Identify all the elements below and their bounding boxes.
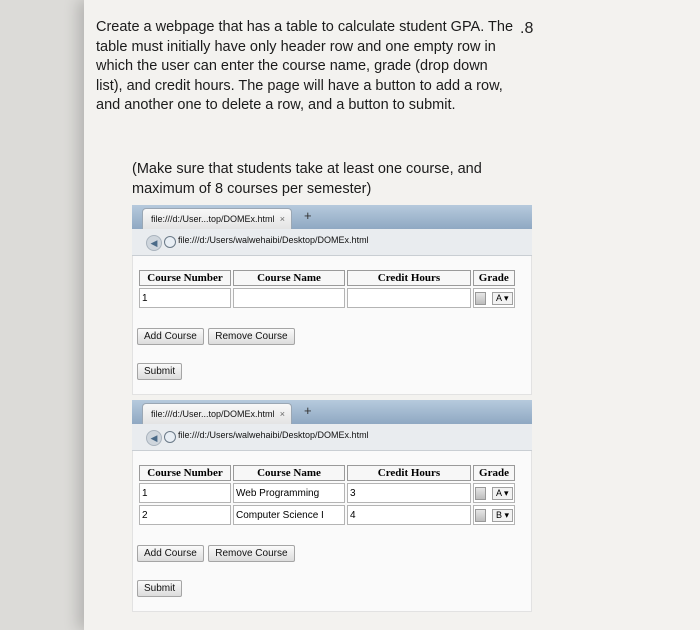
grade-cell xyxy=(473,288,515,308)
new-tab-icon[interactable]: + xyxy=(304,208,312,223)
header-credit-hours: Credit Hours xyxy=(347,270,471,286)
url-field[interactable]: file:///d:/Users/walwehaibi/Desktop/DOMEx.html xyxy=(178,430,369,440)
table-row xyxy=(139,483,515,503)
credit-hours-input[interactable] xyxy=(347,288,471,308)
back-arrow-icon[interactable]: ◀ xyxy=(146,235,162,251)
course-number-input[interactable]: 2 xyxy=(139,505,231,525)
header-course-number: Course Number xyxy=(139,465,231,481)
tab-title: file:///d:/User...top/DOMEx.html xyxy=(151,214,275,224)
course-name-input[interactable]: Computer Science I xyxy=(233,505,345,525)
submit-button[interactable]: Submit xyxy=(137,363,182,380)
browser-tab[interactable] xyxy=(142,208,292,229)
tab-title: file:///d:/User...top/DOMEx.html xyxy=(151,409,275,419)
grade-value: A xyxy=(496,487,502,498)
globe-icon xyxy=(164,431,176,443)
header-row xyxy=(139,465,515,481)
globe-icon xyxy=(164,236,176,248)
question-text: Create a webpage that has a table to calculate student GPA. The table must initially have only header row and one empty row in which the user can enter the course name, grade (drop down list), and credit hours. The page will have a button to add a row, and another one to delete a row, and a button to submit. xyxy=(96,19,514,113)
course-name-input[interactable] xyxy=(233,288,345,308)
header-course-number: Course Number xyxy=(139,270,231,286)
credit-hours-input[interactable]: 3 xyxy=(347,483,471,503)
spinner-icon[interactable] xyxy=(475,487,486,500)
question-number: .8 xyxy=(520,20,534,37)
close-icon[interactable]: × xyxy=(279,409,285,419)
header-grade: Grade xyxy=(473,465,515,481)
grade-dropdown[interactable]: A ▾ xyxy=(492,487,513,500)
url-field[interactable]: file:///d:/Users/walwehaibi/Desktop/DOMEx.html xyxy=(178,235,369,245)
tab-bar xyxy=(132,205,532,229)
tab-bar xyxy=(132,400,532,424)
header-course-name: Course Name xyxy=(233,465,345,481)
course-table xyxy=(137,463,517,527)
back-arrow-icon[interactable]: ◀ xyxy=(146,430,162,446)
page-content xyxy=(132,451,532,612)
grade-value: A xyxy=(496,292,502,303)
grade-cell xyxy=(473,483,515,503)
address-bar xyxy=(132,229,532,256)
header-row xyxy=(139,270,515,286)
course-table xyxy=(137,268,517,310)
grade-dropdown[interactable]: A ▾ xyxy=(492,292,513,305)
credit-hours-input[interactable]: 4 xyxy=(347,505,471,525)
add-course-button[interactable]: Add Course xyxy=(137,545,204,562)
browser-window-filled xyxy=(132,400,532,612)
header-course-name: Course Name xyxy=(233,270,345,286)
close-icon[interactable]: × xyxy=(279,214,285,224)
submit-button[interactable]: Submit xyxy=(137,580,182,597)
header-credit-hours: Credit Hours xyxy=(347,465,471,481)
browser-tab[interactable] xyxy=(142,403,292,424)
remove-course-button[interactable]: Remove Course xyxy=(208,328,294,345)
new-tab-icon[interactable]: + xyxy=(304,403,312,418)
question-note: (Make sure that students take at least one course, and maximum of 8 courses per semester) xyxy=(132,161,482,197)
grade-cell xyxy=(473,505,515,525)
grade-value: B xyxy=(496,509,503,520)
header-grade: Grade xyxy=(473,270,515,286)
course-number-input[interactable]: 1 xyxy=(139,483,231,503)
add-course-button[interactable]: Add Course xyxy=(137,328,204,345)
browser-window-empty xyxy=(132,205,532,395)
page-content xyxy=(132,256,532,395)
address-bar xyxy=(132,424,532,451)
table-row xyxy=(139,288,515,308)
table-row xyxy=(139,505,515,525)
course-number-input[interactable]: 1 xyxy=(139,288,231,308)
spinner-icon[interactable] xyxy=(475,509,486,522)
textbook-page xyxy=(84,0,700,630)
course-name-input[interactable]: Web Programming xyxy=(233,483,345,503)
remove-course-button[interactable]: Remove Course xyxy=(208,545,294,562)
spinner-icon[interactable] xyxy=(475,292,486,305)
grade-dropdown[interactable]: B ▾ xyxy=(492,509,513,522)
